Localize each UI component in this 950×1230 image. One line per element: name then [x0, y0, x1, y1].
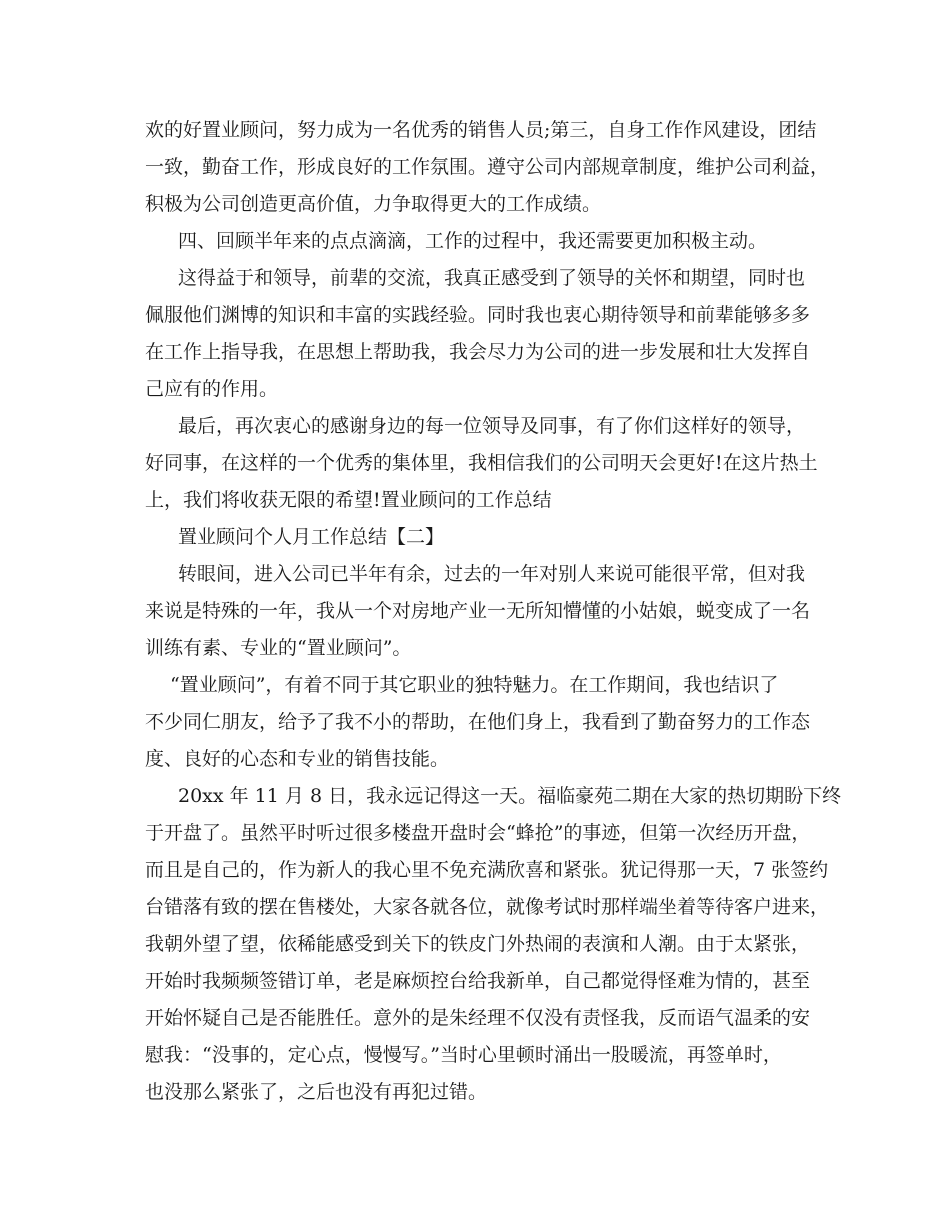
text-line: 佩服他们渊博的知识和丰富的实践经验。同时我也衷心期待领导和前辈能够多多 [145, 304, 811, 326]
text-line: 训练有素、专业的“置业顾问”。 [145, 637, 412, 659]
text-line: 度、良好的心态和专业的销售技能。 [145, 748, 450, 770]
text-line: 慰我：“没事的，定心点，慢慢写。”当时心里顿时涌出一股暖流，再签单时， [145, 1044, 782, 1066]
text-line: 20xx 年 11 月 8 日，我永远记得这一天。福临豪苑二期在大家的热切期盼下终 [178, 785, 842, 807]
text-line: 积极为公司创造更高价值，力争取得更大的工作成绩。 [145, 193, 602, 215]
text-line: 转眼间，进入公司已半年有余，过去的一年对别人来说可能很平常，但对我 [178, 563, 806, 585]
text-line: 开始怀疑自己是否能胜任。意外的是朱经理不仅没有责怪我，反而语气温柔的安 [145, 1007, 811, 1029]
text-line: 这得益于和领导，前辈的交流，我真正感受到了领导的关怀和期望，同时也 [178, 267, 806, 289]
text-line: 来说是特殊的一年，我从一个对房地产业一无所知懵懂的小姑娘，蜕变成了一名 [145, 600, 811, 622]
text-line: 于开盘了。虽然平时听过很多楼盘开盘时会“蜂抢”的事迹，但第一次经历开盘， [145, 822, 811, 844]
text-line: 我朝外望了望，依稀能感受到关下的铁皮门外热闹的表演和人潮。由于太紧张， [145, 933, 811, 955]
text-line: 四、回顾半年来的点点滴滴，工作的过程中，我还需要更加积极主动。 [178, 230, 768, 252]
text-line: 上，我们将收获无限的希望!置业顾问的工作总结 [145, 489, 552, 511]
text-line: 欢的好置业顾问，努力成为一名优秀的销售人员;第三，自身工作作风建设，团结 [145, 119, 817, 141]
text-line: 也没那么紧张了，之后也没有再犯过错。 [145, 1081, 488, 1103]
text-line: 好同事，在这样的一个优秀的集体里，我相信我们的公司明天会更好!在这片热土 [145, 452, 818, 474]
section-heading: 置业顾问个人月工作总结【二】 [178, 526, 445, 548]
text-line: 不少同仁朋友，给予了我不小的帮助，在他们身上，我看到了勤奋努力的工作态 [145, 711, 811, 733]
text-line: 而且是自己的，作为新人的我心里不免充满欣喜和紧张。犹记得那一天，7 张签约 [145, 859, 829, 881]
text-line: “置业顾问”，有着不同于其它职业的独特魅力。在工作期间，我也结识了 [170, 674, 779, 696]
text-line: 最后，再次衷心的感谢身边的每一位领导及同事，有了你们这样好的领导， [178, 415, 806, 437]
text-line: 开始时我频频签错订单，老是麻烦控台给我新单，自己都觉得怪难为情的，甚至 [145, 970, 811, 992]
text-line: 在工作上指导我，在思想上帮助我，我会尽力为公司的进一步发展和壮大发挥自 [145, 341, 811, 363]
text-line: 一致，勤奋工作，形成良好的工作氛围。遵守公司内部规章制度，维护公司利益， [145, 156, 830, 178]
text-line: 台错落有致的摆在售楼处，大家各就各位，就像考试时那样端坐着等待客户进来， [145, 896, 830, 918]
text-line: 己应有的作用。 [145, 378, 279, 400]
